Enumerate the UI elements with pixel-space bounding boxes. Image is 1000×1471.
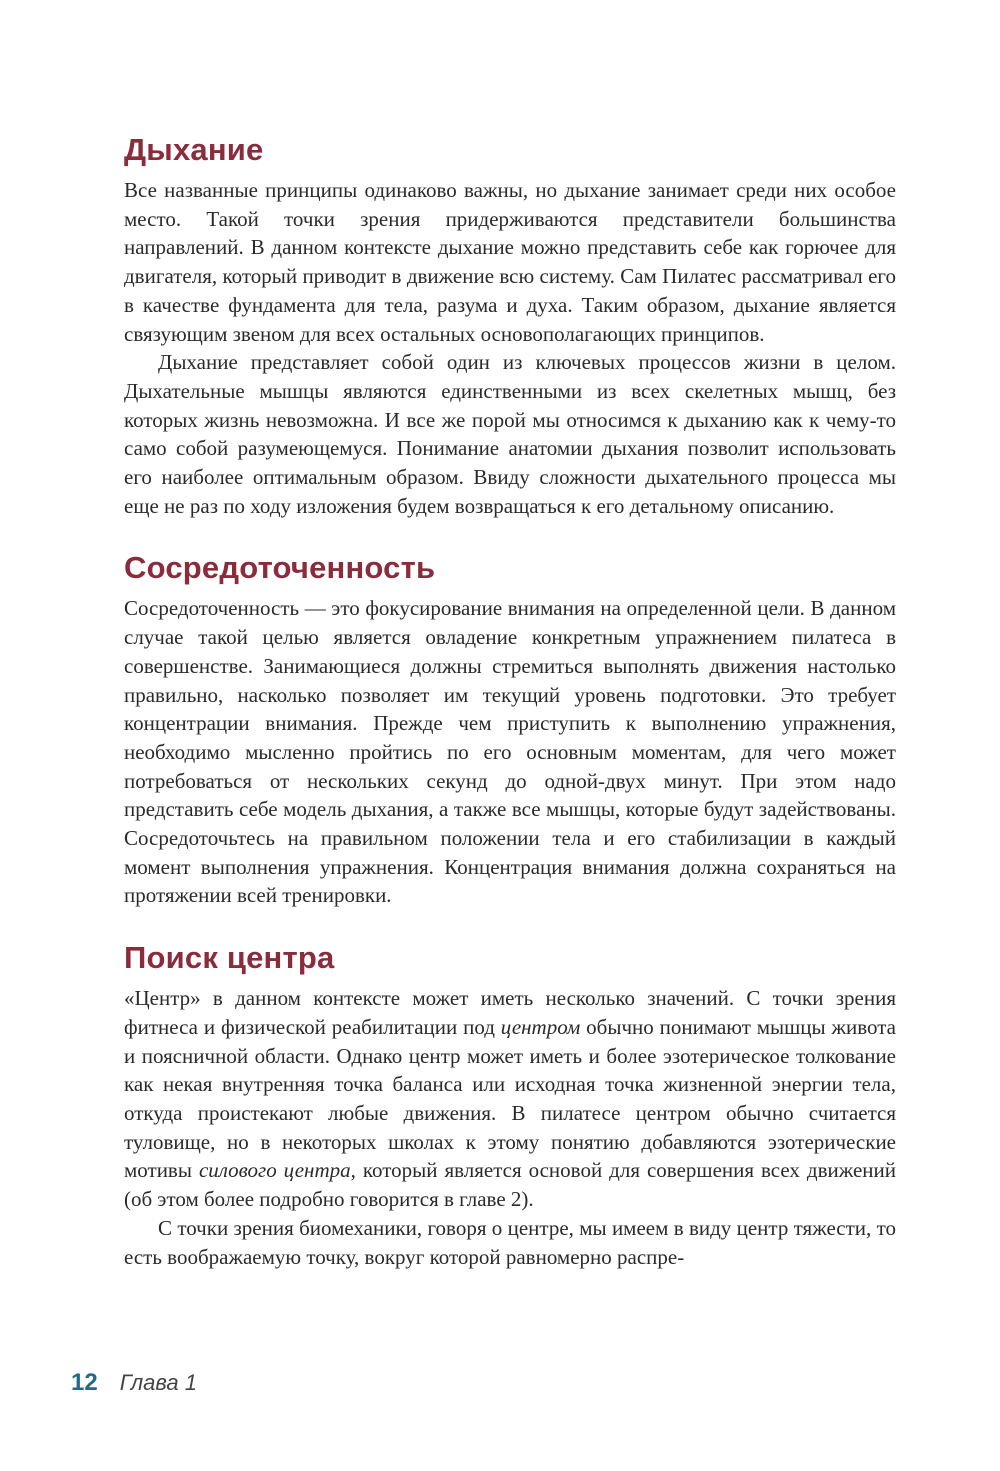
paragraph: Сосредоточенность — это фокусирование внимания на определенной цели. В данном случае такой целью является овладение конкретным упражнением пилатеса в совершенстве. Занимающиеся должны стремиться выполнять движения настолько правильно, насколько позволяет им текущий уровень подготовки. Это требует концентрации внимания. Прежде чем приступить к выполнению упражнения, необходимо мысленно пройтись по его основным моментам, для чего может потребоваться от нескольких секунд до одной-двух минут. При этом надо представить себе модель дыхания, а также все мышцы, которые будут задействованы. Сосредоточьтесь на правильном положении тела и его стабилизации в каждый момент выполнения упражнения. Концентрация внимания должна сохраняться на протяжении всей тренировки.	[124, 596, 896, 908]
chapter-label: Глава 1	[119, 1370, 197, 1395]
section-heading-breathing: Дыхание	[124, 132, 264, 167]
paragraph-text: «Центр» в данном контексте может иметь несколько значений. С точки зрения фитнеса и физической реабилитации под	[124, 986, 896, 1039]
emphasis-text: центром	[500, 1014, 581, 1039]
emphasis-text: силового центра	[198, 1158, 351, 1183]
section-breathing	[124, 124, 896, 520]
paragraph-text: обычно понимают мышцы живота и поясничной области. Однако центр может иметь и более эзотерическое толкование как некая внутренняя точка баланса или исходная точка жизненной энергии тела, откуда проистекают любые движения. В пилатесе центром обычно считается туловище, но в некоторых школах к этому понятию добавляются эзотерические мотивы	[124, 1014, 897, 1183]
page-footer	[71, 1366, 197, 1400]
section-heading-centering: Поиск центра	[124, 940, 335, 976]
section-concentration	[124, 542, 896, 910]
page-content	[124, 124, 896, 1293]
paragraph: Все названные принципы одинаково важны, но дыхание занимает среди них особое место. Такой точки зрения придерживаются представители большинства направлений. В данном контексте дыхание можно представить себе как горючее для двигателя, который приводит в движение всю систему. Сам Пилатес рассматривал его в качестве фундамента для тела, разума и духа. Таким образом, дыхание является связующим звеном для всех остальных основополагающих принципов.	[124, 178, 896, 346]
section-heading-concentration: Сосредоточенность	[124, 550, 436, 586]
paragraph-text: , который является основой для совершения всех движений (об этом более подробно говорится в главе 2).	[124, 1158, 897, 1212]
paragraph: Дыхание представляет собой один из ключевых процессов жизни в целом. Дыхательные мышцы являются единственными из всех скелетных мышц, без которых жизнь невозможна. И все же порой мы относимся к дыханию как к чему-то само собой разумеющемуся. Понимание анатомии дыхания позволит использовать его наиболее оптимальным образом. Ввиду сложности дыхательного процесса мы еще не раз по ходу изложения будем возвращаться к его детальному описанию.	[124, 350, 896, 518]
section-centering	[124, 932, 896, 1271]
paragraph: С точки зрения биомеханики, говоря о центре, мы имеем в виду центр тяжести, то есть воображаемую точку, вокруг которой равномерно распре-	[124, 1215, 896, 1269]
page-number: 12	[71, 1369, 98, 1396]
paragraph	[124, 984, 896, 1214]
